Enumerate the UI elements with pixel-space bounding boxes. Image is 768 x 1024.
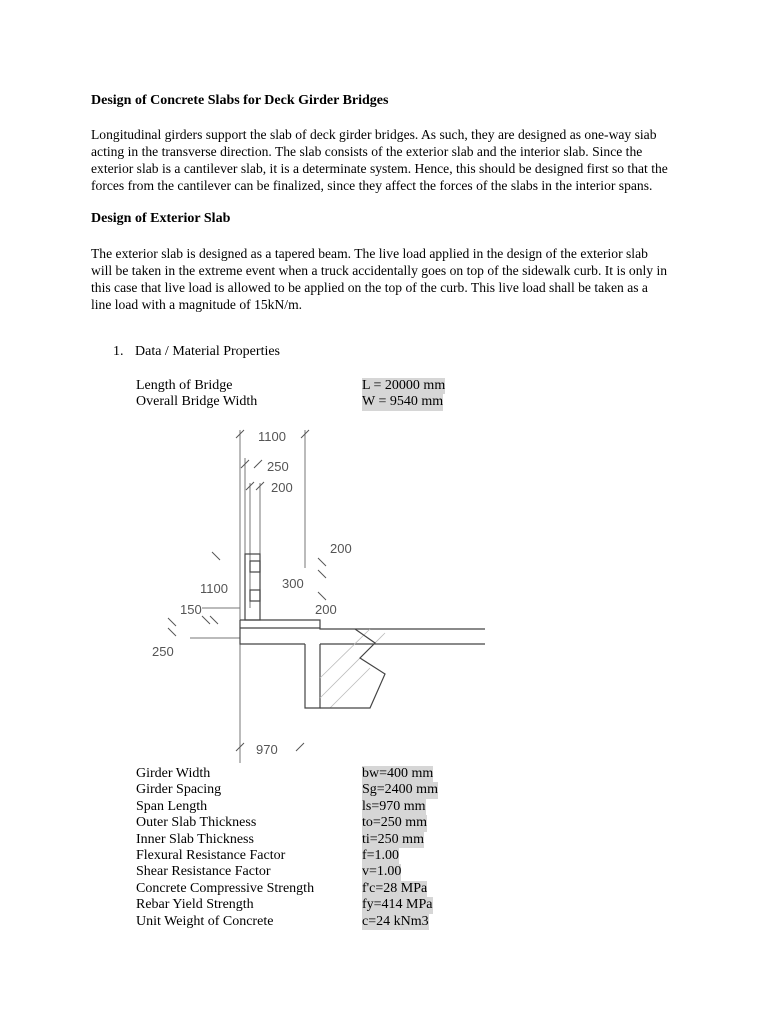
property-value: L = 20000 mm: [362, 378, 446, 393]
dim-label: 200: [315, 602, 337, 617]
section-paragraph: [91, 245, 691, 313]
intro-line: forces from the cantilever can be finalized, since they affect the forces of the slabs in the interior spans.: [91, 178, 653, 193]
section-line: this case that live load is allowed to be applied on the top of the curb. This live load shall be taken as a: [91, 280, 648, 295]
section-line: line load with a magnitude of 15kN/m.: [91, 297, 303, 312]
section-title: Design of Exterior Slab: [91, 211, 231, 226]
slab-section-figure: [140, 418, 560, 763]
property-value: f'c=28 MPa: [362, 880, 428, 896]
property-value: ls=970 mm: [362, 798, 426, 814]
dim-label: 1100: [200, 581, 228, 596]
intro-line: acting in the transverse direction. The slab consists of the exterior slab and the interior slab. Since the: [91, 144, 643, 159]
property-value: W = 9540 mm: [362, 394, 444, 410]
dim-label: 250: [152, 644, 174, 659]
property-label: Overall Bridge Width: [136, 394, 258, 410]
property-value: c=24 kNm3: [362, 913, 429, 929]
property-label: Length of Bridge: [136, 378, 233, 393]
document-title: Design of Concrete Slabs for Deck Girder Bridges: [91, 93, 389, 108]
property-label: Unit Weight of Concrete: [136, 913, 274, 929]
property-label: Span Length: [136, 798, 208, 814]
section-line: will be taken in the extreme event when a truck accidentally goes on top of the sidewalk curb. It is only in: [91, 263, 668, 278]
list-title: Data / Material Properties: [135, 344, 281, 359]
property-label: Girder Spacing: [136, 782, 222, 798]
intro-line: exterior slab is a cantilever slab, it is a determinate system. Hence, this should be designed first so that the: [91, 161, 668, 176]
property-label: Outer Slab Thickness: [136, 815, 257, 831]
dim-label: 1100: [258, 429, 286, 444]
dim-label: 150: [180, 602, 202, 617]
property-label: Flexural Resistance Factor: [136, 847, 286, 863]
dim-label: 200: [330, 541, 352, 556]
property-label: Rebar Yield Strength: [136, 897, 254, 913]
property-label: Girder Width: [136, 766, 211, 781]
property-value: v=1.00: [362, 864, 402, 880]
property-label: Concrete Compressive Strength: [136, 880, 315, 896]
dim-label: 250: [267, 459, 289, 474]
section-line: The exterior slab is designed as a tapered beam. The live load applied in the design of the exterior slab: [91, 246, 648, 261]
property-label: Shear Resistance Factor: [136, 864, 271, 880]
dim-label: 200: [271, 480, 293, 495]
property-label: Inner Slab Thickness: [136, 831, 254, 847]
dim-label: 970: [256, 742, 278, 757]
list-item-data: [113, 344, 280, 360]
property-value: fy=414 MPa: [362, 897, 433, 913]
property-value: to=250 mm: [362, 815, 428, 831]
property-value: bw=400 mm: [362, 766, 434, 781]
dim-label: 300: [282, 576, 304, 591]
property-value: f=1.00: [362, 847, 400, 863]
intro-paragraph: [91, 126, 691, 194]
list-number: 1.: [113, 344, 124, 359]
intro-line: Longitudinal girders support the slab of deck girder bridges. As such, they are designed as one-way siab: [91, 127, 657, 142]
property-value: ti=250 mm: [362, 831, 424, 847]
property-value: Sg=2400 mm: [362, 782, 438, 798]
